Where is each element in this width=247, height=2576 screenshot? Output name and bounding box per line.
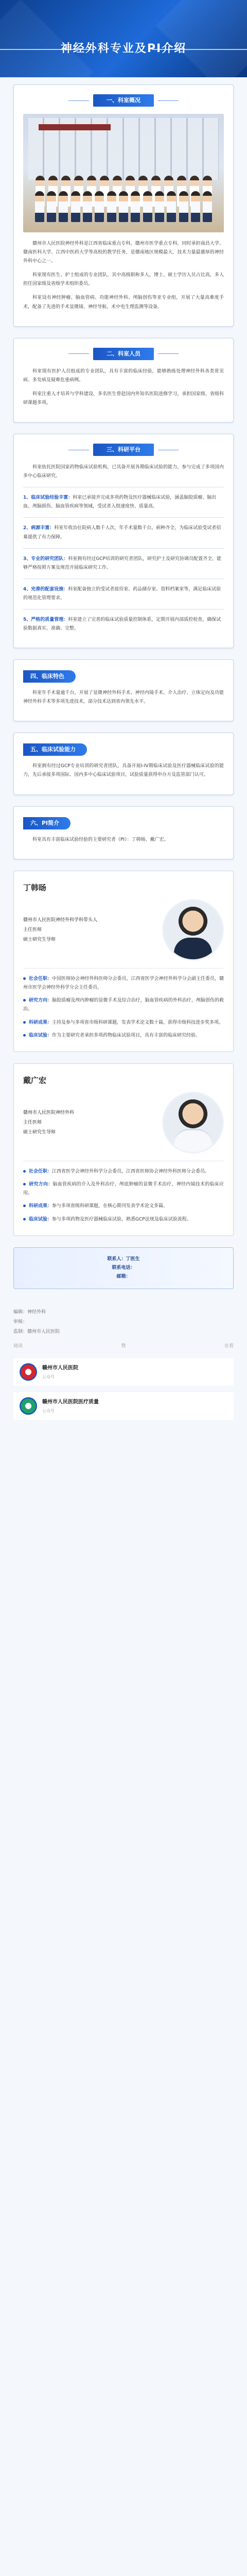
section-heading bbox=[23, 670, 224, 683]
doctor-field: 科研成果：参与多项省级科研课题，在核心期刊发表学术论文多篇。 bbox=[23, 1202, 224, 1211]
list-item: 1、临床试验经验丰富：科室已承接并完成多项药物及医疗器械临床试验，涵盖脑胶质瘤、脑出血、颅脑损伤、脑血管疾病等领域，受试者入组速度快、质量高。 bbox=[23, 495, 217, 510]
list-item: 3、专业的研究团队：科室拥有经过GCP培训的研究者团队，研究护士及研究协调员配置齐全，能够严格按照方案及规范开展临床研究工作。 bbox=[23, 556, 221, 570]
paragraph: 科室现有医生、护士组成的专业团队，其中高级职称多人，博士、硕士学历人员占比高，多人担任国家级及省级学术组织委员。 bbox=[23, 273, 224, 287]
page-title: 神经外科专业及PI介绍 bbox=[60, 42, 187, 55]
paragraph: 科室具有丰富临床试验经验的主要研究者（PI）：丁韩旸、戴广宏。 bbox=[32, 837, 169, 842]
bullet-icon bbox=[23, 1170, 26, 1173]
bullet-icon bbox=[23, 999, 26, 1002]
doctor-avatar bbox=[162, 1092, 224, 1154]
doctor-field: 社会任职：江西省医学会神经外科学分会委员，江西省医师协会神经外科医师分会委员。 bbox=[23, 1167, 224, 1176]
section-heading bbox=[23, 743, 224, 756]
doctor-field: 科研成果：主持及参与多项省市级科研课题，发表学术论文数十篇，获得市级科技进步奖多项。 bbox=[23, 1019, 224, 1027]
section-title: 四、临床特色 bbox=[23, 670, 76, 683]
bullet-icon bbox=[23, 1034, 26, 1037]
section-clinical-features bbox=[13, 659, 234, 721]
section-heading bbox=[23, 348, 224, 360]
doctor-field: 研究方向：脑胶质瘤及颅内肿瘤的显微手术及综合治疗，脑血管疾病的外科治疗，颅脑创伤的救治。 bbox=[23, 998, 224, 1012]
contact-box: 联系人：丁医生 联系电话： 邮箱： bbox=[13, 1247, 234, 1289]
like-button[interactable]: 赞 bbox=[121, 1343, 126, 1349]
section-research bbox=[13, 434, 234, 648]
account-card[interactable]: 赣州市人民医院医疗质量 公众号 bbox=[13, 1392, 234, 1420]
divider bbox=[23, 548, 224, 549]
footer-info: 编辑：神经外科 审核： 监制：赣州市人民医院 bbox=[13, 1309, 60, 1334]
section-heading bbox=[23, 444, 224, 456]
section-title: 三、科研平台 bbox=[93, 444, 154, 456]
doctor-field: 研究方向：脑血管疾病的介入及外科治疗，颅底肿瘤的显微手术治疗，神经内镜技术的临床应用。 bbox=[23, 1182, 224, 1196]
account-card[interactable]: 赣州市人民医院 公众号 bbox=[13, 1358, 234, 1386]
footer-actions bbox=[13, 1342, 234, 1351]
bullet-icon bbox=[23, 1205, 26, 1207]
doctor-field: 社会任职：中国医师协会神经外科医师分会委员，江西省医学会神经外科学分会副主任委员，赣州市医学会神经外科学分会主任委员。 bbox=[23, 976, 224, 991]
paragraph: 科室设有神经肿瘤、脑血管病、功能神经外科、颅脑创伤等亚专业组，开展了大量高难度手术，配备了先进的手术显微镜、神经导航、术中电生理监测等设备。 bbox=[23, 295, 224, 310]
doctor-meta: 赣州市人民医院神经外科 主任医师 硕士研究生导师 bbox=[23, 1110, 75, 1135]
paragraph: 科室拥有经过GCP专业培训的研究者团队，具备开展I-IV期临床试验及医疗器械临床试验的能力，先后承接多项国际、国内多中心临床试验项目，试验质量获得申办方及监管部门认可。 bbox=[23, 764, 224, 778]
bullet-icon bbox=[23, 977, 26, 980]
paragraph: 科室年手术量逾千台，开展了显微神经外科手术、神经内镜手术、介入治疗、立体定向及功能神经外科手术等多项先进技术，部分技术达到省内领先水平。 bbox=[23, 690, 224, 705]
section-heading bbox=[23, 94, 224, 107]
bullet-icon bbox=[23, 1183, 26, 1185]
wow-button[interactable]: 在看 bbox=[224, 1343, 234, 1349]
section-team bbox=[13, 338, 234, 422]
footer bbox=[0, 1302, 247, 1436]
doctor-avatar bbox=[162, 899, 224, 961]
list-item: 4、完善的配套设施：科室配备独立的受试者接待室、药品储存室、资料档案室等，满足临床试验的规范化管理要求。 bbox=[23, 586, 221, 601]
section-title: 五、临床试验能力 bbox=[23, 743, 87, 756]
section-title: 一、科室概况 bbox=[93, 94, 154, 107]
divider bbox=[23, 517, 224, 518]
section-overview bbox=[13, 84, 234, 327]
doctor-field: 临床试验：参与多项药物及医疗器械临床试验，熟悉GCP法规及临床试验流程。 bbox=[23, 1215, 224, 1224]
bullet-icon bbox=[23, 1021, 26, 1024]
section-title: 六、PI简介 bbox=[23, 817, 70, 829]
doctor-meta: 赣州市人民医院神经外科学科带头人 主任医师 硕士研究生导师 bbox=[23, 917, 98, 942]
paragraph: 科室依托医院国家药物临床试验机构，已具备开展各期临床试验的能力，参与完成了多项国内多中心临床研究。 bbox=[23, 465, 224, 479]
doctor-field: 临床试验：作为主要研究者承担多项药物临床试验项目，具有丰富的临床研究经验。 bbox=[23, 1031, 224, 1040]
doctor-card bbox=[13, 1063, 234, 1236]
section-trial-capability bbox=[13, 733, 234, 794]
paragraph: 科室现有医护人员组成的专业团队，具有丰富的临床经验，能够熟练处理神经外科各类常见病、多发病及疑难危重病例。 bbox=[23, 368, 224, 383]
bullet-icon bbox=[23, 1218, 26, 1221]
team-photo bbox=[23, 114, 224, 232]
header-banner bbox=[0, 0, 247, 77]
account-logo-icon bbox=[20, 1397, 37, 1415]
account-logo-icon bbox=[20, 1363, 37, 1381]
read-count: 阅读 bbox=[13, 1343, 23, 1349]
list-item: 5、严格的质量管理：科室建立了完善的临床试验质量控制体系，定期开展内部质控检查，确保试验数据真实、准确、完整。 bbox=[23, 617, 221, 632]
section-title: 二、科室人员 bbox=[93, 348, 154, 360]
doctor-name: 戴广宏 bbox=[23, 1075, 47, 1085]
list-item: 2、病源丰富：科室年收治住院病人数千人次，年手术量数千台，病种齐全，为临床试验受试者招募提供了有力保障。 bbox=[23, 526, 221, 540]
section-heading bbox=[23, 817, 224, 829]
doctor-name: 丁韩旸 bbox=[23, 883, 47, 892]
content bbox=[0, 77, 247, 1289]
paragraph: 赣州市人民医院神经外科是江西省临床重点专科，赣州市医学重点专科，同时承担南昌大学、赣南医科大学、江西中医药大学等高校的教学任务，是赣南地区规模最大、技术力量最雄厚的神经外科中心之一。 bbox=[23, 241, 224, 264]
paragraph: 科室注重人才培养与学科建设，多名医生曾赴国内外知名医院进修学习，承担国家级、省级科研课题多项。 bbox=[23, 391, 224, 405]
section-pi bbox=[13, 806, 234, 859]
doctor-card bbox=[13, 871, 234, 1052]
